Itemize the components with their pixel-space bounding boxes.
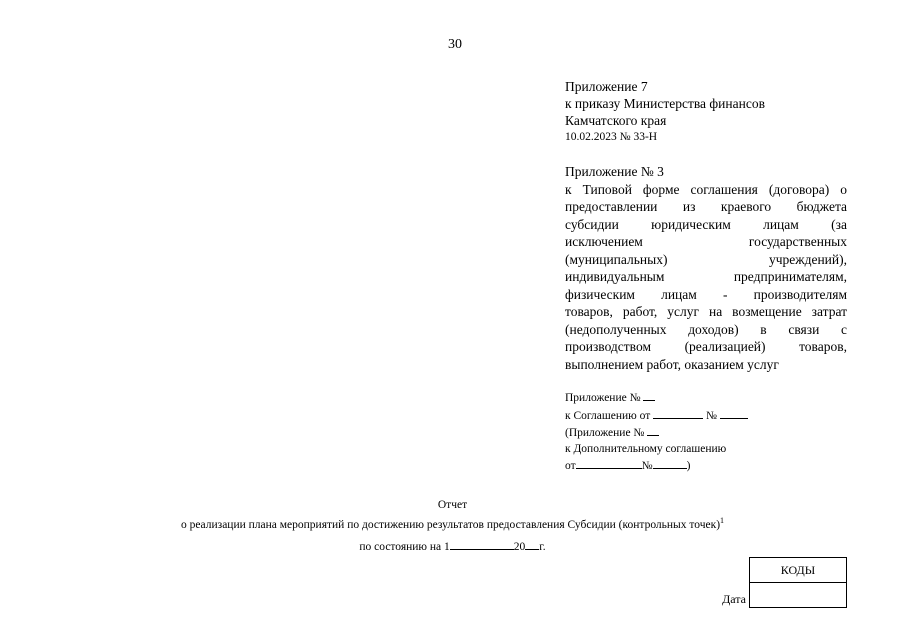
footnote-mark: 1 [720, 516, 725, 525]
supplementary-appendix-line [565, 424, 825, 442]
agreement-date-line [565, 407, 825, 425]
appendix-number-blank [643, 389, 655, 401]
date-code-cell[interactable] [750, 583, 847, 608]
as-of-year-blank [525, 538, 539, 550]
appendix-3-line: к Типовой форме соглашения (договора) о [565, 181, 847, 197]
supplementary-date-line [565, 457, 825, 475]
supplementary-appendix-label: (Приложение № [565, 427, 645, 439]
as-of-date-line [0, 538, 905, 555]
agreement-appendix-number-line [565, 389, 825, 407]
appendix-7-title: Приложение 7 [565, 79, 648, 94]
agreement-number-label: № [705, 409, 717, 422]
as-of-label: по состоянию на 1 [359, 541, 450, 553]
agreement-appendix-label: Приложение № [565, 392, 641, 404]
supplementary-close-paren: ) [686, 460, 691, 472]
appendix-3-line: выполнением работ, оказанием услуг [565, 356, 779, 372]
supplementary-appendix-blank [647, 424, 659, 436]
appendix-3-line: (муниципальных) учреждений), [565, 251, 847, 267]
report-title: Отчет [437, 499, 468, 511]
as-of-year-suffix: г. [539, 541, 546, 553]
appendix-3-line: (недополученных доходов) в связи с [565, 321, 847, 337]
date-label: Дата [722, 592, 746, 606]
agreement-number-blank [720, 407, 748, 419]
appendix-7-date-line: 10.02.2023 № 33-Н [565, 131, 658, 143]
appendix-3-header [565, 163, 847, 373]
codes-header: КОДЫ [750, 558, 847, 583]
supplementary-date-label: от [565, 460, 576, 472]
appendix-3-line: субсидии юридическим лицам (за [565, 216, 847, 232]
page-number: 30 [448, 37, 462, 52]
agreement-reference-block [565, 389, 825, 475]
report-subtitle [0, 513, 905, 533]
appendix-7-header [565, 78, 865, 146]
appendix-3-line: индивидуальным предпринимателям, [565, 269, 847, 284]
supplementary-agreement-label: к Дополнительному соглашению [565, 442, 727, 455]
appendix-3-title: Приложение № 3 [565, 164, 664, 179]
appendix-3-line: производством (реализацией) товаров, [565, 339, 847, 354]
appendix-7-order-line: к приказу Министерства финансов [565, 96, 765, 111]
appendix-3-line: физическим лицам - производителям [565, 286, 847, 302]
appendix-3-line: предоставлении из краевого бюджета [565, 199, 847, 214]
appendix-3-line: исключением государственных [565, 234, 847, 249]
agreement-date-blank [653, 407, 703, 419]
agreement-date-label: к Соглашению от [565, 409, 651, 422]
supplementary-number-label: № [641, 460, 653, 472]
as-of-month-blank [450, 538, 514, 550]
appendix-3-line: товаров, работ, услуг на возмещение затрат [565, 304, 847, 319]
codes-table [749, 557, 847, 608]
report-subtitle-text: о реализации плана мероприятий по достижению результатов предоставления Субсидии (контрольных точек) [180, 518, 721, 531]
supplementary-number-blank [653, 457, 687, 469]
supplementary-date-blank [576, 457, 642, 469]
appendix-7-region-line: Камчатского края [565, 113, 667, 128]
as-of-year-label: 20 [513, 541, 526, 553]
